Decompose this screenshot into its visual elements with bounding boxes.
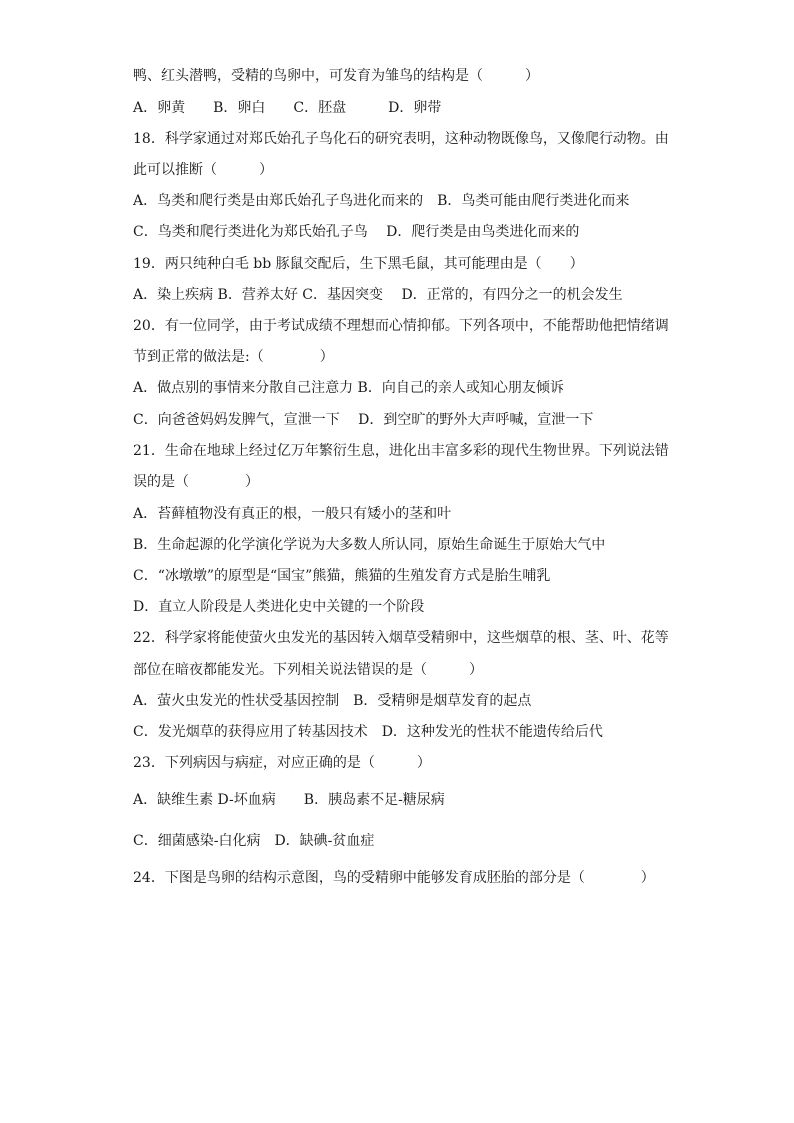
text-line: 20．有一位同学，由于考试成绩不理想而心情抑郁。下列各项中，不能帮助他把情绪调 xyxy=(133,318,669,334)
text-line: C．“冰墩墩”的原型是“国宝”熊猫，熊猫的生殖发育方式是胎生哺乳 xyxy=(133,568,551,584)
text-line: C．发光烟草的获得应用了转基因技术 D．这种发光的性状不能遗传给后代 xyxy=(133,724,603,740)
text-line: 鸭、红头潜鸭，受精的鸟卵中，可发育为雏鸟的结构是（ ） xyxy=(133,68,539,84)
text-line: 误的是（ ） xyxy=(133,474,259,490)
text-line: 24．下图是鸟卵的结构示意图，鸟的受精卵中能够发育成胚胎的部分是（ ） xyxy=(133,870,655,886)
text-line: 22．科学家将能使萤火虫发光的基因转入烟草受精卵中，这些烟草的根、茎、叶、花等 xyxy=(133,630,669,646)
text-line: A．卵黄 B．卵白 C．胚盘 D．卵带 xyxy=(133,100,442,116)
text-line: A．苔藓植物没有真正的根，一般只有矮小的茎和叶 xyxy=(133,506,452,522)
text-line: 19．两只纯种白毛 bb 豚鼠交配后，生下黑毛鼠，其可能理由是（ ） xyxy=(133,256,584,272)
text-line: A．染上疾病 B．营养太好 C．基因突变 D．正常的，有四分之一的机会发生 xyxy=(133,287,623,303)
text-line: A．做点别的事情来分散自己注意力 B．向自己的亲人或知心朋友倾诉 xyxy=(133,380,564,396)
text-line: C．鸟类和爬行类进化为郑氏始孔子鸟 D．爬行类是由鸟类进化而来的 xyxy=(133,224,580,240)
text-line: B．生命起源的化学演化学说为大多数人所认同，原始生命诞生于原始大气中 xyxy=(133,537,606,553)
text-line: A．缺维生素 D-坏血病 B．胰岛素不足-糖尿病 xyxy=(133,792,445,808)
text-line: 部位在暗夜都能发光。下列相关说法错误的是（ ） xyxy=(133,662,483,678)
text-line: 此可以推断（ ） xyxy=(133,162,273,178)
text-line: D．直立人阶段是人类进化史中关键的一个阶段 xyxy=(133,599,425,615)
text-line: 21．生命在地球上经过亿万年繁衍生息，进化出丰富多彩的现代生物世界。下列说法错 xyxy=(133,443,669,459)
text-line: 节到正常的做法是:（ ） xyxy=(133,349,334,365)
text-line: 18．科学家通过对郑氏始孔子鸟化石的研究表明，这种动物既像鸟，又像爬行动物。由 xyxy=(133,131,669,147)
text-line: A．萤火虫发光的性状受基因控制 B．受精卵是烟草发育的起点 xyxy=(133,693,532,709)
text-line: A．鸟类和爬行类是由郑氏始孔子鸟进化而来的 B．鸟类可能由爬行类进化而来 xyxy=(133,193,630,209)
text-line: C．细菌感染-白化病 D．缺碘-贫血症 xyxy=(133,833,375,849)
text-line: 23．下列病因与病症，对应正确的是（ ） xyxy=(133,755,431,771)
text-line: C．向爸爸妈妈发脾气，宣泄一下 D．到空旷的野外大声呼喊，宣泄一下 xyxy=(133,412,594,428)
